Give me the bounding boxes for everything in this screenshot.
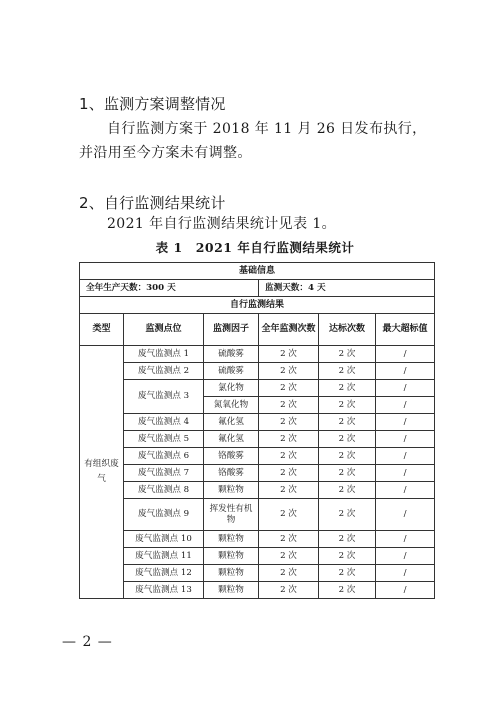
pass-cell: 2 次 [319,582,376,599]
category-cell: 有组织废气 [80,346,124,599]
table-row [80,499,435,531]
pass-cell: 2 次 [319,548,376,565]
table-row [80,380,435,397]
count-cell: 2 次 [259,499,319,531]
table-row [80,448,435,465]
factor-cell: 颗粒物 [204,565,259,582]
max-cell: / [376,414,435,431]
column-header-row [80,314,435,346]
factor-cell: 颗粒物 [204,548,259,565]
section1-paragraph: 自行监测方案于 2018 年 11 月 26 日发布执行，并沿用至今方案未有调整。 [79,121,427,161]
point-cell: 废气监测点 5 [124,431,204,448]
pass-cell: 2 次 [319,482,376,499]
pass-cell: 2 次 [319,531,376,548]
pass-cell: 2 次 [319,346,376,363]
max-cell: / [376,363,435,380]
point-cell: 废气监测点 9 [124,499,204,531]
count-cell: 2 次 [259,548,319,565]
section2-paragraph: 2021 年自行监测结果统计见表 1。 [107,216,337,232]
factor-cell: 颗粒物 [204,531,259,548]
header-pass: 达标次数 [319,314,376,346]
count-cell: 2 次 [259,397,319,414]
table-row [80,363,435,380]
max-cell: / [376,499,435,531]
factor-cell: 硫酸雾 [204,363,259,380]
table-row [80,465,435,482]
count-cell: 2 次 [259,363,319,380]
header-count: 全年监测次数 [259,314,319,346]
monitoring-results-table [79,262,435,599]
factor-cell: 硫酸雾 [204,346,259,363]
factor-cell: 氯化物 [204,380,259,397]
point-cell: 废气监测点 11 [124,548,204,565]
max-cell: / [376,548,435,565]
header-type: 类型 [80,314,124,346]
pass-cell: 2 次 [319,414,376,431]
days-row [80,280,435,297]
table-caption: 表 1 2021 年自行监测结果统计 [155,240,355,255]
factor-cell: 氟化氢 [204,431,259,448]
header-factor: 监测因子 [204,314,259,346]
production-days: 全年生产天数：300 天 [80,280,259,297]
pass-cell: 2 次 [319,448,376,465]
count-cell: 2 次 [259,414,319,431]
max-cell: / [376,397,435,414]
table-row [80,346,435,363]
point-cell: 废气监测点 4 [124,414,204,431]
count-cell: 2 次 [259,380,319,397]
count-cell: 2 次 [259,465,319,482]
max-cell: / [376,465,435,482]
point-cell: 废气监测点 3 [124,380,204,414]
count-cell: 2 次 [259,448,319,465]
point-cell: 废气监测点 2 [124,363,204,380]
point-cell: 废气监测点 7 [124,465,204,482]
section2-heading: 2、自行监测结果统计 [79,194,226,212]
section1-heading: 1、监测方案调整情况 [79,95,226,113]
factor-cell: 挥发性有机物 [204,499,259,531]
count-cell: 2 次 [259,431,319,448]
count-cell: 2 次 [259,582,319,599]
basic-info-row [80,263,435,280]
point-cell: 废气监测点 10 [124,531,204,548]
table-row [80,565,435,582]
count-cell: 2 次 [259,346,319,363]
count-cell: 2 次 [259,565,319,582]
results-label: 自行监测结果 [80,297,435,314]
results-label-row [80,297,435,314]
monitoring-days: 监测天数：4 天 [259,280,435,297]
point-cell: 废气监测点 12 [124,565,204,582]
factor-cell: 氟化氢 [204,414,259,431]
factor-cell: 铬酸雾 [204,448,259,465]
max-cell: / [376,380,435,397]
table-row [80,414,435,431]
pass-cell: 2 次 [319,397,376,414]
pass-cell: 2 次 [319,431,376,448]
header-point: 监测点位 [124,314,204,346]
pass-cell: 2 次 [319,380,376,397]
factor-cell: 氮氧化物 [204,397,259,414]
max-cell: / [376,448,435,465]
point-cell: 废气监测点 13 [124,582,204,599]
table-row [80,482,435,499]
table-row [80,582,435,599]
max-cell: / [376,565,435,582]
pass-cell: 2 次 [319,499,376,531]
factor-cell: 铬酸雾 [204,465,259,482]
table-row [80,531,435,548]
factor-cell: 颗粒物 [204,582,259,599]
max-cell: / [376,346,435,363]
point-cell: 废气监测点 6 [124,448,204,465]
table-row [80,431,435,448]
max-cell: / [376,531,435,548]
header-max: 最大超标值 [376,314,435,346]
count-cell: 2 次 [259,531,319,548]
point-cell: 废气监测点 1 [124,346,204,363]
factor-cell: 颗粒物 [204,482,259,499]
max-cell: / [376,482,435,499]
point-cell: 废气监测点 8 [124,482,204,499]
page-number: — 2 — [62,634,113,650]
max-cell: / [376,582,435,599]
max-cell: / [376,431,435,448]
pass-cell: 2 次 [319,465,376,482]
pass-cell: 2 次 [319,565,376,582]
basic-info-label: 基础信息 [80,263,435,280]
count-cell: 2 次 [259,482,319,499]
table-row [80,548,435,565]
pass-cell: 2 次 [319,363,376,380]
